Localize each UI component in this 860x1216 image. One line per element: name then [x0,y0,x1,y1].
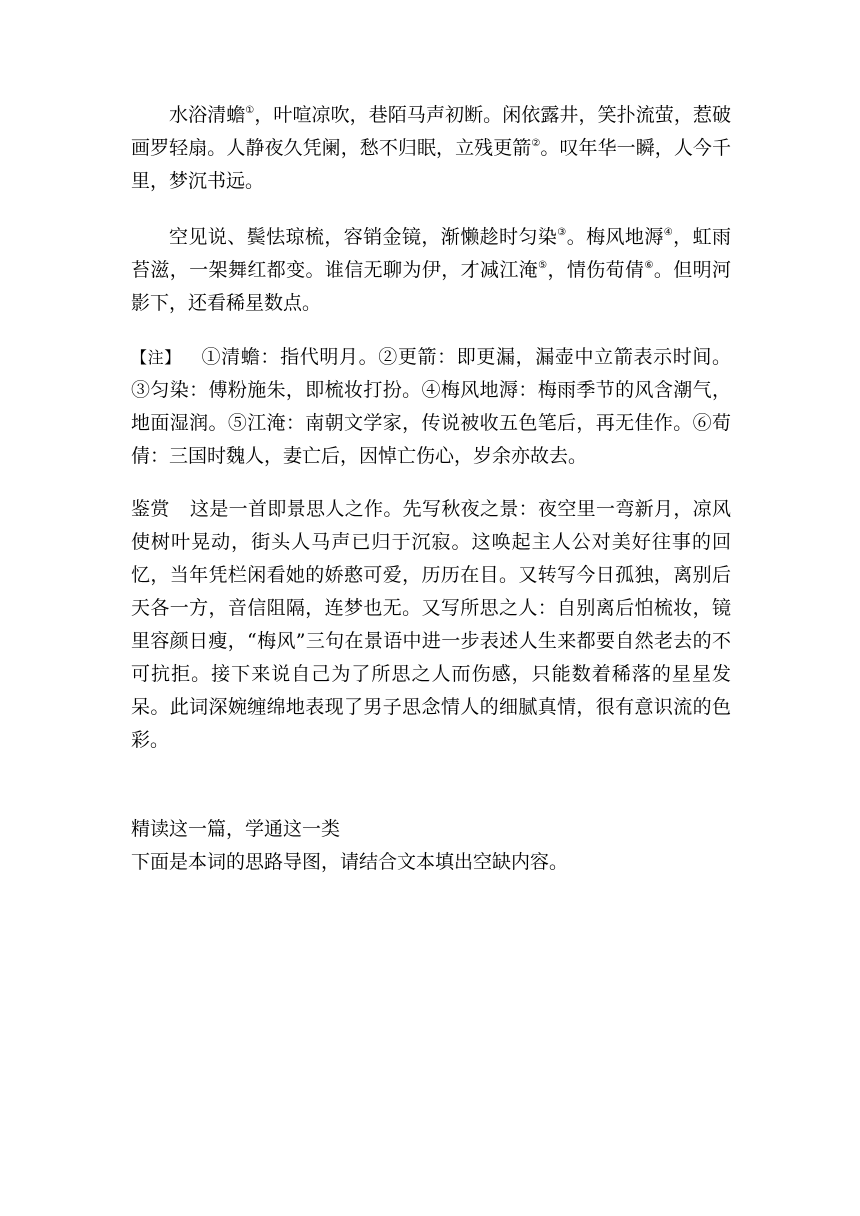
footnote-marker: ① [245,105,255,116]
poem-text: 水浴清蟾 [169,104,246,126]
poem-stanza-2 [131,221,731,320]
notes-text: ①清蟾：指代明月。②更箭：即更漏，漏壶中立箭表示时间。③匀染：傅粉施朱，即梳妆打扮。④梅风地溽：梅雨季节的风含潮气，地面湿润。⑤江淹：南朝文学家，传说被收五色笔后，再无佳作。⑥荀倩：三国时魏人，妻亡后，因悼亡伤心，岁余亦故去。 [131,346,731,467]
poem-text: 。但明河影下，还看稀星数点。 [131,259,731,314]
notes-paragraph [131,341,731,473]
poem-text: 空见说、鬓怯琼梳，容销金镜，渐懒趁时匀染 [169,226,558,248]
poem-text: 。叹年华一瞬，人今千里，梦沉书远。 [131,137,731,192]
footnote-marker: ④ [663,227,674,238]
section-instruction: 下面是本词的思路导图，请结合文本填出空缺内容。 [131,851,569,873]
poem-text: 。梅风地溽 [566,226,664,248]
footnote-marker: ⑤ [538,260,548,271]
appreciation-text: 这是一首即景思人之作。先写秋夜之景：夜空里一弯新月，凉风使树叶晃动，街头人马声已归于沉寂。这唤起主人公对美好往事的回忆，当年凭栏闲看她的娇憨可爱，历历在目。又转写今日孤独，离别后天各一方，音信阻隔，连梦也无。又写所思之人：自别离后怕梳妆，镜里容颜日瘦，“梅风”三句在景语中进一步表述人生来都要自然老去的不可抗拒。接下来说自己为了所思之人而伤感，只能数着稀落的星星发呆。此词深婉缠绵地表现了男子思念情人的细腻真情，很有意识流的色彩。 [131,498,731,751]
poem-text: ，叶喧凉吹，巷陌马声初断。闲依露井，笑扑流萤，惹破画罗轻扇。人静夜久凭阑，愁不归眠，立残更箭 [131,104,731,159]
footnote-marker: ③ [557,227,567,238]
poem-text: ，情伤荀倩 [547,259,645,281]
appreciation-label: 鉴赏 [131,498,170,520]
poem-stanza-1 [131,99,731,198]
poem-text: ，虹雨苔滋，一架舞红都变。谁信无聊为伊，才减江淹 [131,226,731,281]
section-heading: 精读这一篇，学通这一类 [131,818,341,840]
appreciation-paragraph [131,493,731,757]
footnote-marker: ⑥ [644,260,654,271]
notes-label: 【注】 [131,348,181,367]
footnote-marker: ② [531,138,541,149]
